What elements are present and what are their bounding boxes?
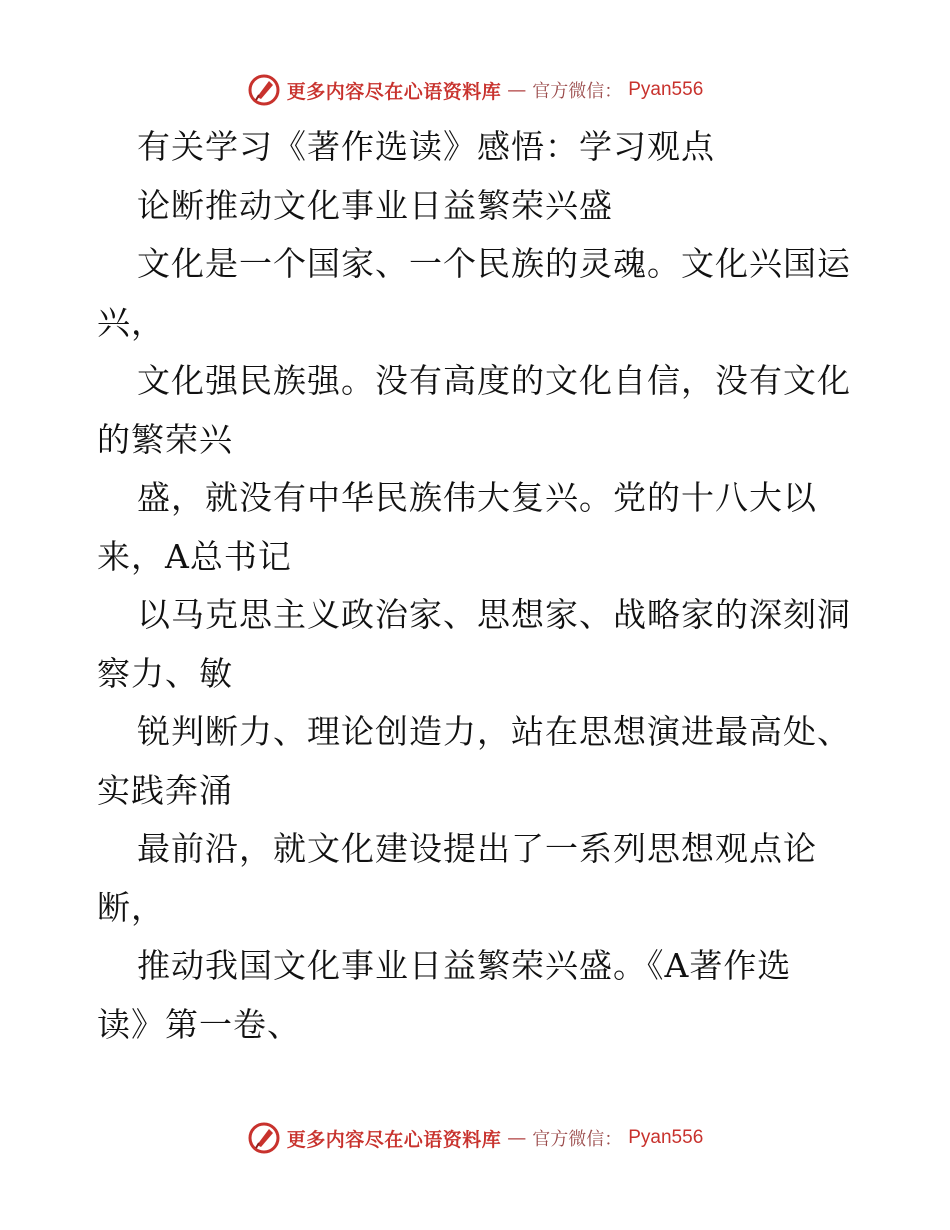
watermark-sub-text: 官方微信：	[532, 1129, 623, 1150]
watermark-id: Pyan556	[628, 1127, 704, 1148]
watermark-sub-text: 官方微信：	[532, 81, 623, 102]
text-line: 最前沿，就文化建设提出了一系列思想观点论	[137, 829, 817, 868]
footer-watermark	[0, 1118, 950, 1158]
text-line: 文化强民族强。没有高度的文化自信，没有文化	[137, 361, 851, 400]
watermark-main-text: 更多内容尽在心语资料库	[286, 80, 502, 103]
text-line: 兴，	[97, 302, 165, 342]
watermark-main-text: 更多内容尽在心语资料库	[286, 1128, 502, 1151]
text-line: 推动我国文化事业日益繁荣兴盛。《A著作选	[137, 946, 792, 985]
text-line: 有关学习《著作选读》感悟：学习观点	[137, 127, 715, 166]
text-line: 断，	[97, 887, 165, 927]
text-line: 察力、敏	[97, 653, 233, 693]
text-line: 实践奔涌	[97, 770, 233, 810]
header-watermark	[0, 70, 950, 110]
text-line: 来，A总书记	[97, 536, 292, 576]
document-body	[0, 118, 950, 1054]
watermark-dash: —	[507, 79, 527, 101]
quill-pen-logo-icon	[247, 1121, 281, 1155]
quill-pen-logo-icon	[247, 73, 281, 107]
text-line: 盛，就没有中华民族伟大复兴。党的十八大以	[137, 478, 817, 517]
watermark-id: Pyan556	[628, 79, 704, 100]
text-line: 以马克思主义政治家、思想家、战略家的深刻洞	[137, 595, 851, 634]
text-line: 的繁荣兴	[97, 419, 233, 459]
text-line: 论断推动文化事业日益繁荣兴盛	[137, 185, 613, 225]
text-line: 文化是一个国家、一个民族的灵魂。文化兴国运	[137, 244, 851, 283]
text-line: 锐判断力、理论创造力，站在思想演进最高处、	[137, 712, 851, 751]
watermark-dash: —	[507, 1127, 527, 1149]
text-line: 读》第一卷、	[97, 1004, 301, 1044]
